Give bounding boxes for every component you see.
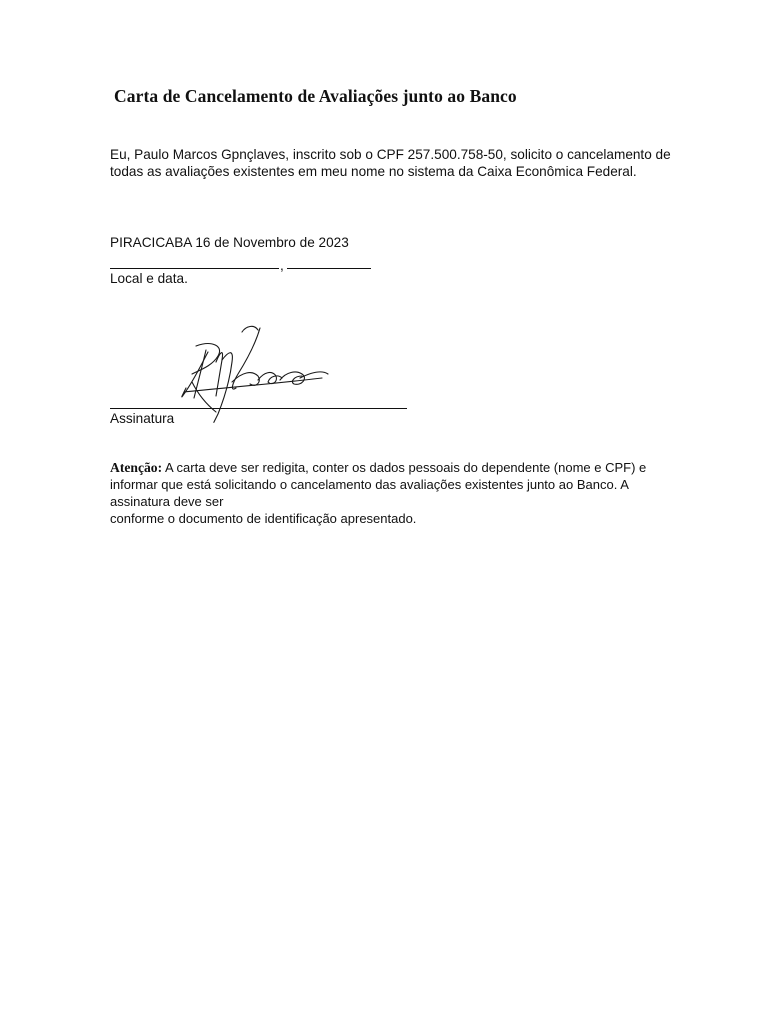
notice-heading: Atenção: <box>110 460 163 475</box>
notice-paragraph <box>110 459 670 527</box>
notice-line-2: informar que está solicitando o cancelamento das avaliações existentes junto ao Banco. A <box>110 477 629 492</box>
place-date-text: PIRACICABA 16 de Novembro de 2023 <box>110 235 349 250</box>
handwritten-signature <box>172 322 337 432</box>
place-blank-line <box>110 268 279 269</box>
notice-line-1: A carta deve ser redigita, conter os dados pessoais do dependente (nome e CPF) e <box>162 460 647 475</box>
notice-line-4: conforme o documento de identificação apresentado. <box>110 511 417 526</box>
date-blank-line <box>287 268 371 269</box>
body-paragraph <box>110 146 700 180</box>
body-line-2: todas as avaliações existentes em meu nome no sistema da Caixa Econômica Federal. <box>110 164 637 179</box>
document-title: Carta de Cancelamento de Avaliações junto ao Banco <box>114 86 517 106</box>
notice-line-3: assinatura deve ser <box>110 494 224 509</box>
body-line-1: Eu, Paulo Marcos Gpnçlaves, inscrito sob o CPF 257.500.758-50, solicito o cancelamento de <box>110 147 671 162</box>
place-date-label: Local e data. <box>110 271 188 286</box>
signature-label: Assinatura <box>110 411 175 426</box>
place-date-separator: , <box>280 258 284 273</box>
